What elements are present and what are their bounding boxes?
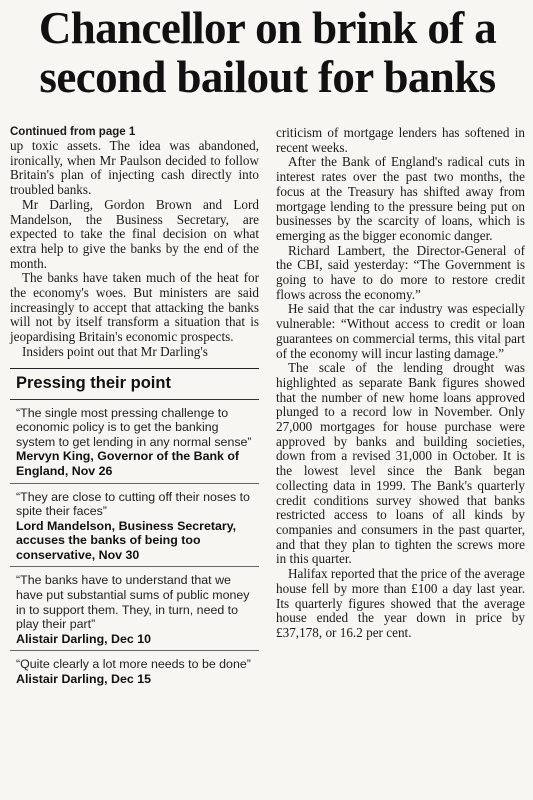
quote-text: “The banks have to understand that we have put substantial sums of public money in to support them. They, in turn, need to play their part” (16, 573, 250, 632)
paragraph: Halifax reported that the price of the average house fell by more than £100 a day last year. Its quarterly figures showed that the average house ended the year down in price by £37,178, or 16.2 per cent. (276, 566, 525, 640)
quote-text: “Quite clearly a lot more needs to be done” (16, 657, 251, 672)
headline: Chancellor on brink of a second bailout for banks (38, 3, 497, 102)
right-body (276, 126, 525, 641)
paragraph: Mr Darling, Gordon Brown and Lord Mandelson, the Business Secretary, are expected to take the final decision on what extra help to give the banks by the end of the month. (10, 196, 259, 271)
paragraph: The banks have taken much of the heat for the economy's woes. But ministers are said increasingly to accept that attacking the banks will not by itself transform a situation that is jeopardising Britain's economic prospects. (10, 270, 259, 345)
paragraph: The scale of the lending drought was highlighted as separate Bank figures showed that the number of new home loans approved plunged to a record low in November. Only 27,000 mortgages for house purchase were approved by banks and building societies, down from a revised 31,000 in October. It is the lowest level since the Bank began collecting data in 1999. The Bank's quarterly credit conditions survey showed that banks restricted access to loans of all kinds by companies and consumers in the past quarter, and that they plan to tighten the screws more in this quarter. (276, 360, 525, 567)
quote-item (10, 566, 259, 646)
article-columns (10, 126, 525, 800)
quote-text: “They are close to cutting off their noses to spite their faces” (16, 489, 250, 519)
right-column (276, 126, 525, 800)
left-body (10, 139, 259, 360)
paragraph: After the Bank of England's radical cuts in interest rates over the past two months, the focus at the Treasury has shifted away from mortgage lending to the pressure being put on businesses by the scarcity of loans, which is emerging as the bigger economic danger. (276, 154, 525, 243)
quote-attribution: Alistair Darling, Dec 10 (16, 631, 151, 646)
quote-item (10, 483, 259, 563)
quote-item (10, 650, 259, 686)
paragraph: Richard Lambert, the Director-General of the CBI, said yesterday: “The Government is going to have to do more to restore credit flows across the economy.” (276, 242, 525, 302)
sidebar-title: Pressing their point (10, 369, 259, 400)
quotes-sidebar (10, 368, 259, 687)
quote-item (10, 400, 259, 479)
paragraph: He said that the car industry was especially vulnerable: “Without access to credit or loan guarantees on commercial terms, this vital part of the economy will incur lasting damage.” (276, 301, 525, 361)
continued-label: Continued from page 1 (10, 126, 136, 138)
quote-attribution: Lord Mandelson, Business Secretary, accuses the banks of being too conservative, Nov 30 (16, 518, 237, 562)
quote-text: “The single most pressing challenge to economic policy is to get the banking system to get lending in any normal sense” (16, 405, 252, 449)
quote-attribution: Mervyn King, Governor of the Bank of England, Nov 26 (16, 449, 240, 478)
left-column (10, 126, 259, 800)
paragraph: Insiders point out that Mr Darling's (22, 343, 208, 359)
quote-attribution: Alistair Darling, Dec 15 (16, 672, 151, 687)
paragraph: criticism of mortgage lenders has softened in recent weeks. (276, 125, 525, 155)
paragraph: up toxic assets. The idea was abandoned, ironically, when Mr Paulson decided to follow Britain's plan of injecting cash directly into troubled banks. (10, 138, 259, 198)
